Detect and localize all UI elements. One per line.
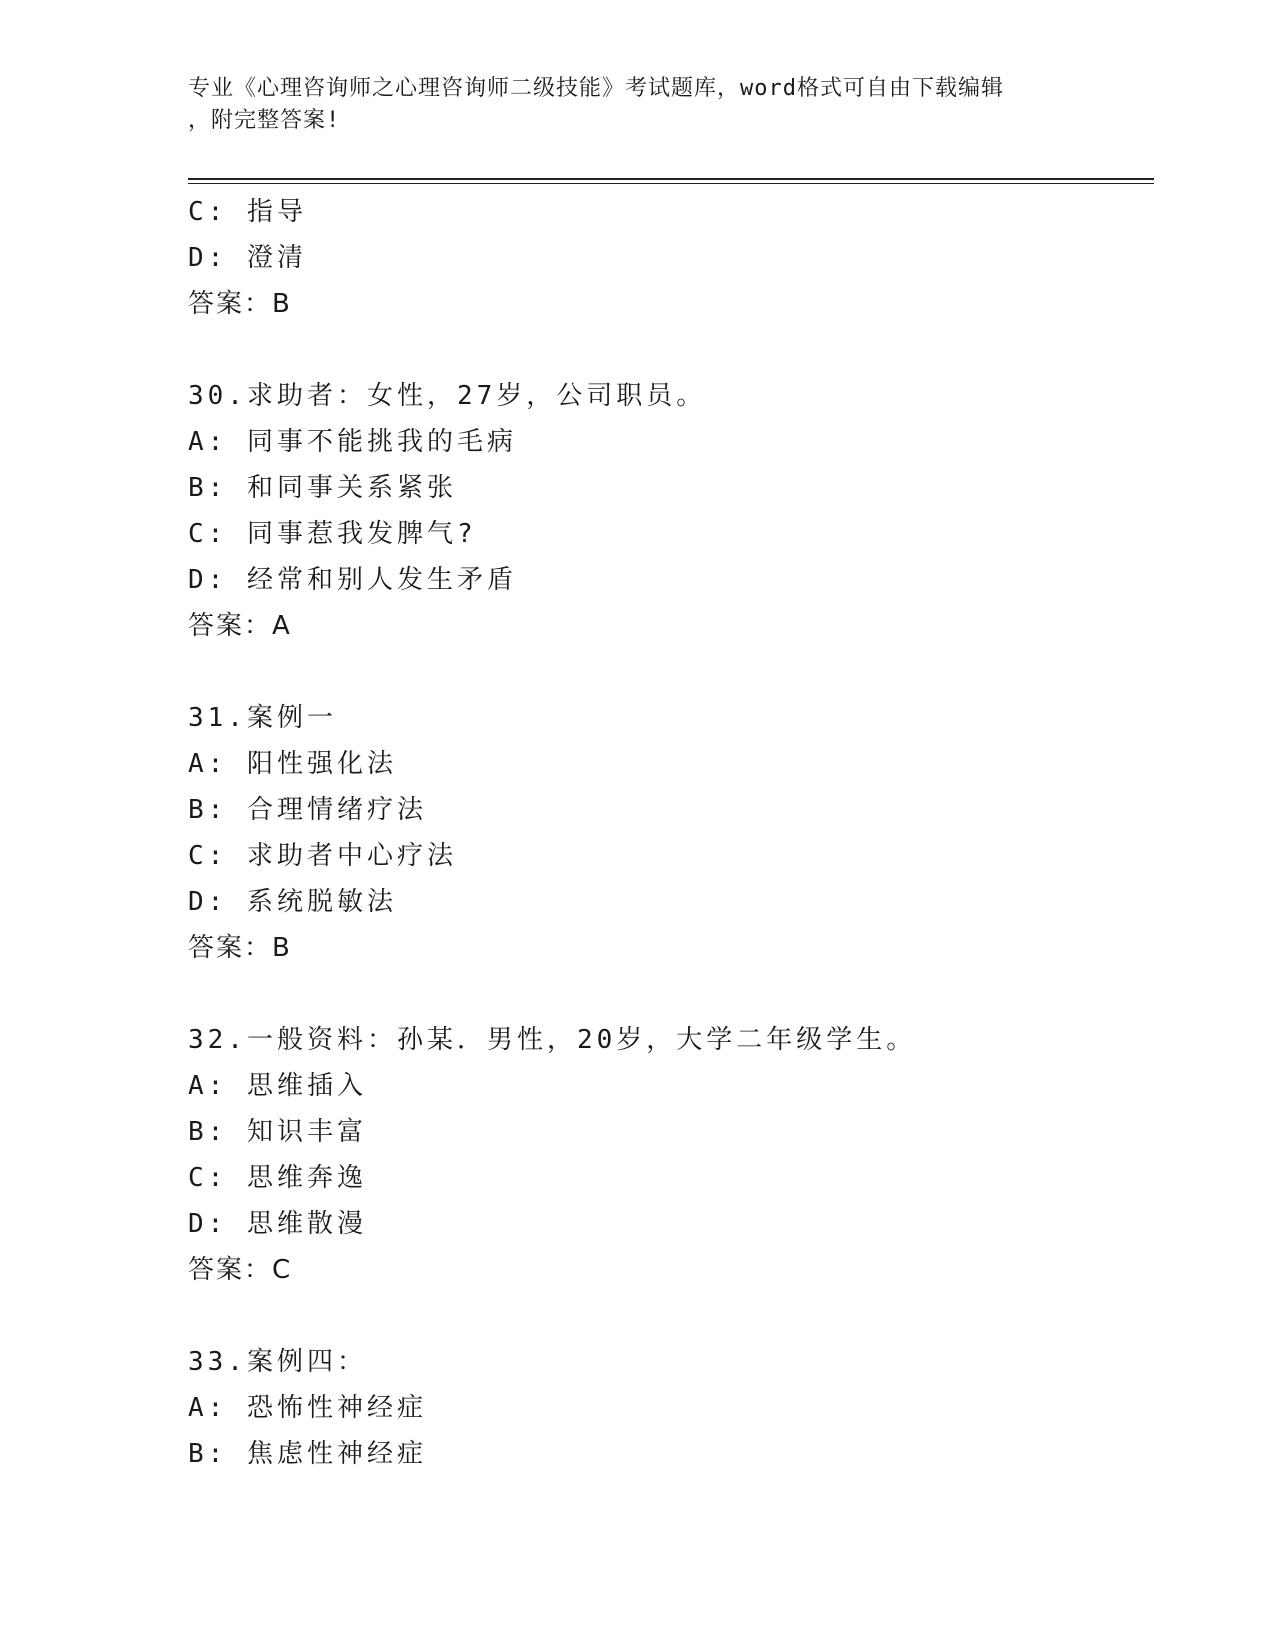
- option-line: D: 系统脱敏法: [188, 887, 397, 917]
- question-block: [188, 695, 1148, 971]
- option-line: B: 和同事关系紧张: [188, 473, 457, 503]
- header-line-2: ，附完整答案!: [188, 108, 341, 133]
- question-stem: 33.案例四：: [188, 1347, 367, 1377]
- question-stem: 30.求助者：女性，27岁，公司职员。: [188, 381, 707, 411]
- option-line: B: 合理情绪疗法: [188, 795, 427, 825]
- answer-line: 答案：C: [188, 1255, 293, 1285]
- question-block: [188, 1339, 1148, 1477]
- question-stem: 31.案例一: [188, 703, 337, 733]
- answer-line: 答案：B: [188, 933, 292, 963]
- answer-line: 答案：B: [188, 289, 292, 319]
- option-line: A: 同事不能挑我的毛病: [188, 427, 517, 457]
- header-line-1: 专业《心理咨询师之心理咨询师二级技能》考试题库，word格式可自由下载编辑: [188, 76, 1004, 101]
- carryover-block: [188, 189, 1148, 327]
- question-block: [188, 1017, 1148, 1293]
- question-list: [188, 189, 1148, 1477]
- option-line: A: 思维插入: [188, 1071, 367, 1101]
- answer-line: 答案：A: [188, 611, 292, 641]
- option-line: A: 阳性强化法: [188, 749, 397, 779]
- question-block: [188, 373, 1148, 649]
- option-line: B: 知识丰富: [188, 1117, 367, 1147]
- option-line: A: 恐怖性神经症: [188, 1393, 427, 1423]
- option-line: D: 澄清: [188, 243, 307, 273]
- option-line: D: 经常和别人发生矛盾: [188, 565, 517, 595]
- question-stem: 32.一般资料：孙某．男性，20岁，大学二年级学生。: [188, 1025, 917, 1055]
- option-line: C: 同事惹我发脾气?: [188, 519, 477, 549]
- header-rule-thin: [188, 183, 1154, 184]
- header-rule-thick: [188, 178, 1154, 180]
- option-line: C: 指导: [188, 197, 307, 227]
- option-line: D: 思维散漫: [188, 1209, 367, 1239]
- option-line: C: 求助者中心疗法: [188, 841, 457, 871]
- option-line: C: 思维奔逸: [188, 1163, 367, 1193]
- option-line: B: 焦虑性神经症: [188, 1439, 427, 1469]
- document-header: [188, 73, 1088, 137]
